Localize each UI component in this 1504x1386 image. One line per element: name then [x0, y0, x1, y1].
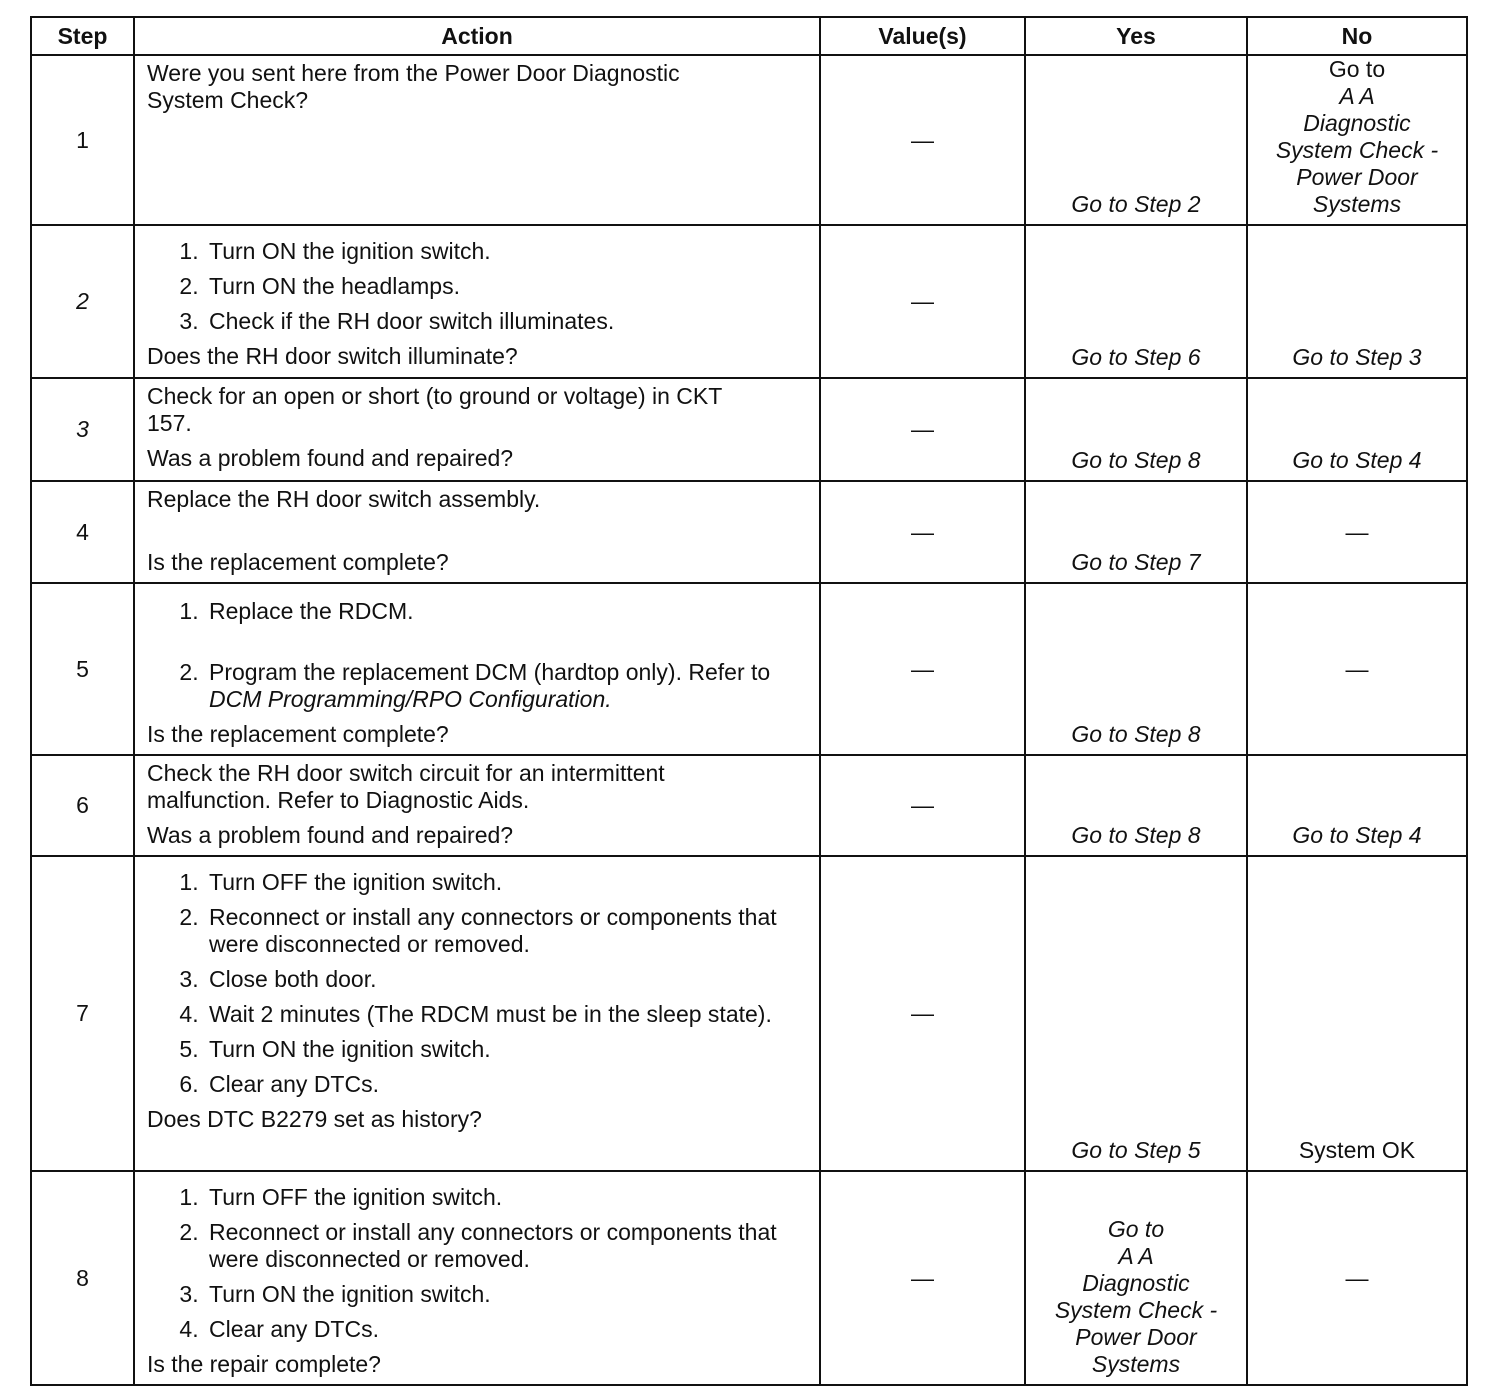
step-number: 4 [31, 481, 134, 583]
no-cell [1247, 55, 1467, 225]
step-row-2 [31, 225, 1467, 378]
no-cell: System OK [1247, 856, 1467, 1171]
action-step: 2. Turn ON the headlamps. [205, 273, 809, 300]
step-row-8 [31, 1171, 1467, 1385]
action-question: Is the replacement complete? [147, 721, 449, 747]
diagnostic-table [30, 16, 1468, 1386]
step-row-6 [31, 755, 1467, 856]
action-cell [134, 1171, 820, 1385]
action-steps [147, 1184, 809, 1343]
step-number: 7 [31, 856, 134, 1171]
yes-cell: Go to Step 8 [1025, 378, 1247, 481]
action-steps [147, 598, 809, 713]
step-row-5 [31, 583, 1467, 755]
action-step: 2. Reconnect or install any connectors or components that were disconnected or removed. [205, 1219, 809, 1273]
no-cell: — [1247, 481, 1467, 583]
action-cell [134, 481, 820, 583]
header-yes: Yes [1025, 17, 1247, 55]
action-text: Replace the RH door switch assembly. [147, 486, 541, 512]
action-text: Check the RH door switch circuit for an intermittent malfunction. Refer to Diagnostic Aids. [147, 760, 665, 813]
action-text: Check for an open or short (to ground or voltage) in CKT 157. [147, 383, 722, 436]
no-line: A A [1339, 83, 1375, 109]
action-question: Does the RH door switch illuminate? [147, 343, 518, 369]
go-to-prefix: Go to [1328, 56, 1386, 82]
action-text: Were you sent here from the Power Door Diagnostic System Check? [147, 60, 680, 113]
action-steps [147, 238, 809, 335]
action-step: 6. Clear any DTCs. [205, 1071, 809, 1098]
no-target [1248, 56, 1466, 218]
header-action: Action [134, 17, 820, 55]
no-cell: — [1247, 1171, 1467, 1385]
action-step-text: Program the replacement DCM (hardtop only). Refer to [209, 659, 771, 685]
action-cell [134, 583, 820, 755]
action-step: 3. Close both door. [205, 966, 809, 993]
action-cell [134, 55, 820, 225]
step-row-1 [31, 55, 1467, 225]
yes-line: A A [1118, 1243, 1154, 1269]
yes-cell: Go to Step 5 [1025, 856, 1247, 1171]
yes-cell: Go to Step 6 [1025, 225, 1247, 378]
go-to-prefix: Go to [1107, 1216, 1165, 1242]
action-steps [147, 869, 809, 1098]
value-cell: — [820, 583, 1025, 755]
action-step [205, 659, 809, 713]
header-step: Step [31, 17, 134, 55]
header-values: Value(s) [820, 17, 1025, 55]
action-question: Was a problem found and repaired? [147, 822, 514, 848]
value-cell: — [820, 225, 1025, 378]
action-step: 4. Wait 2 minutes (The RDCM must be in the sleep state). [205, 1001, 809, 1028]
header-no: No [1247, 17, 1467, 55]
step-row-4 [31, 481, 1467, 583]
value-cell: — [820, 378, 1025, 481]
action-question: Is the repair complete? [147, 1351, 381, 1377]
yes-cell: Go to Step 7 [1025, 481, 1247, 583]
action-question: Is the replacement complete? [147, 549, 449, 575]
no-line: Diagnostic [1303, 110, 1411, 136]
yes-line: Power Door [1075, 1324, 1197, 1350]
step-row-7 [31, 856, 1467, 1171]
step-number: 2 [31, 225, 134, 378]
yes-line: Diagnostic [1082, 1270, 1190, 1296]
action-step: 5. Turn ON the ignition switch. [205, 1036, 809, 1063]
action-step: 2. Reconnect or install any connectors or components that were disconnected or removed. [205, 904, 809, 958]
yes-cell [1025, 1171, 1247, 1385]
no-cell: — [1247, 583, 1467, 755]
no-cell: Go to Step 4 [1247, 755, 1467, 856]
reference-link: DCM Programming/RPO Configuration. [209, 686, 612, 712]
action-step: 1. Turn OFF the ignition switch. [205, 869, 809, 896]
yes-line: Systems [1091, 1351, 1181, 1377]
yes-target [1026, 1216, 1246, 1378]
action-step: 3. Check if the RH door switch illuminates. [205, 308, 809, 335]
value-cell: — [820, 481, 1025, 583]
action-cell [134, 856, 820, 1171]
no-cell: Go to Step 3 [1247, 225, 1467, 378]
no-line: Systems [1312, 191, 1402, 217]
action-cell [134, 378, 820, 481]
value-cell: — [820, 856, 1025, 1171]
action-cell [134, 755, 820, 856]
no-line: System Check - [1275, 137, 1439, 163]
action-step: 1. Turn ON the ignition switch. [205, 238, 809, 265]
no-cell: Go to Step 4 [1247, 378, 1467, 481]
action-cell [134, 225, 820, 378]
action-step: 1. Replace the RDCM. [205, 598, 809, 625]
step-number: 6 [31, 755, 134, 856]
no-line: Power Door [1296, 164, 1418, 190]
value-cell: — [820, 55, 1025, 225]
step-row-3 [31, 378, 1467, 481]
step-number: 8 [31, 1171, 134, 1385]
yes-line: System Check - [1054, 1297, 1218, 1323]
action-step: 4. Clear any DTCs. [205, 1316, 809, 1343]
yes-cell: Go to Step 2 [1025, 55, 1247, 225]
value-cell: — [820, 1171, 1025, 1385]
yes-cell: Go to Step 8 [1025, 755, 1247, 856]
action-question: Does DTC B2279 set as history? [147, 1106, 482, 1132]
value-cell: — [820, 755, 1025, 856]
yes-cell: Go to Step 8 [1025, 583, 1247, 755]
step-number: 3 [31, 378, 134, 481]
action-step: 1. Turn OFF the ignition switch. [205, 1184, 809, 1211]
action-question: Was a problem found and repaired? [147, 445, 514, 471]
step-number: 1 [31, 55, 134, 225]
step-number: 5 [31, 583, 134, 755]
action-step: 3. Turn ON the ignition switch. [205, 1281, 809, 1308]
header-row [31, 17, 1467, 55]
